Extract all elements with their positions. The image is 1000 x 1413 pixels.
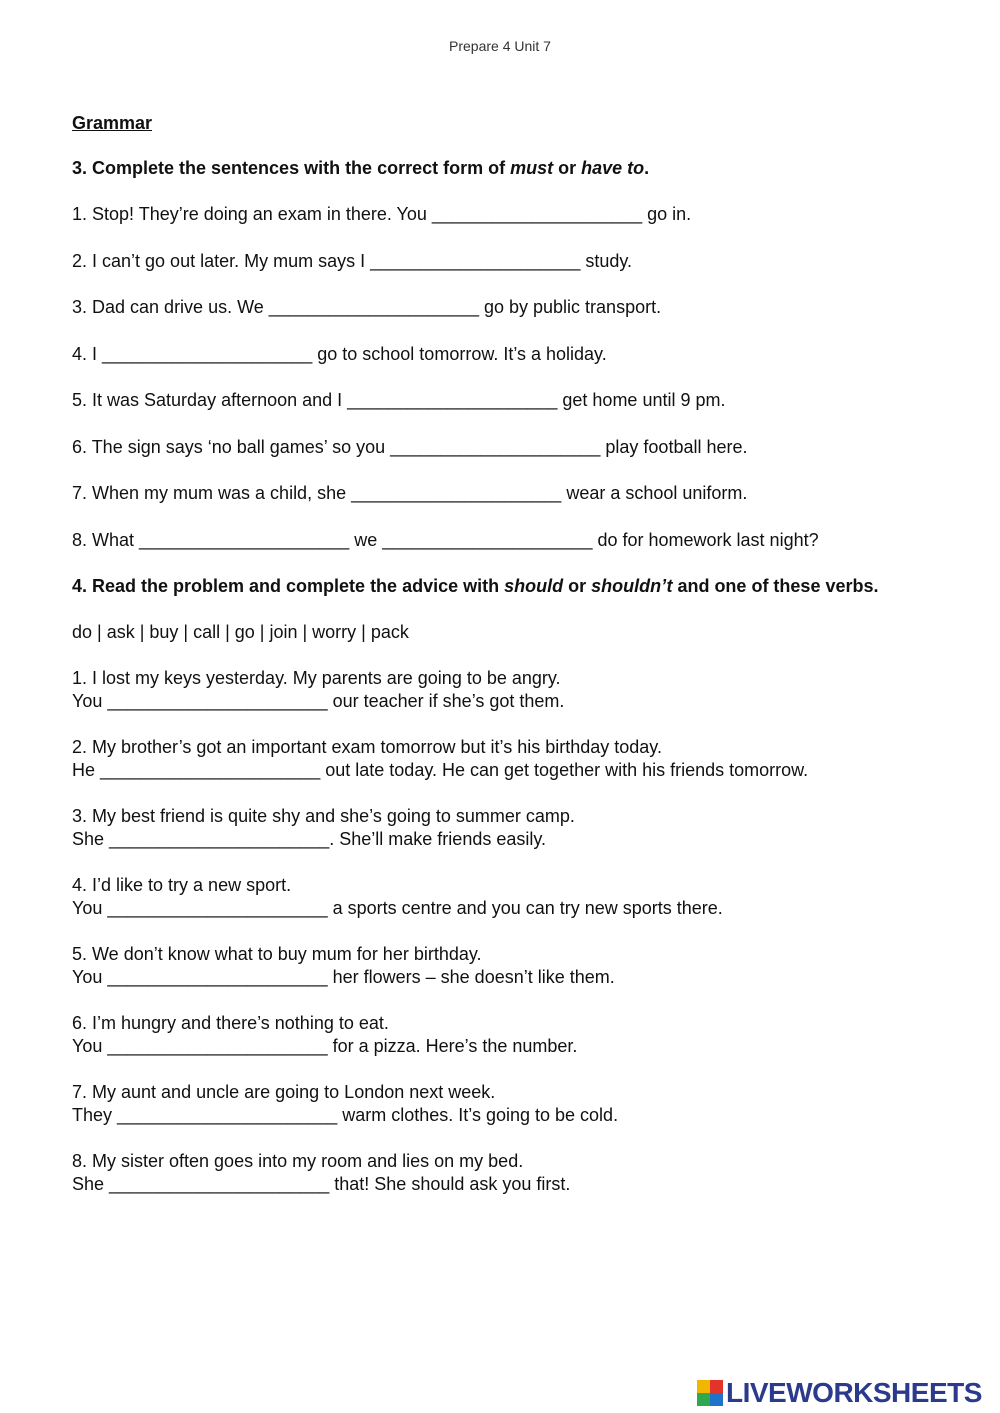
problem-text: 7. My aunt and uncle are going to London next week.: [72, 1082, 496, 1102]
instruction-text: or: [563, 576, 592, 596]
advice-text[interactable]: She ______________________. She’ll make friends easily.: [72, 829, 547, 849]
liveworksheets-logo-text: LIVEWORKSHEETS: [726, 1377, 982, 1408]
exercise-3-sentence-6[interactable]: 6. The sign says ‘no ball games’ so you _____________________ play football here.: [72, 436, 748, 457]
exercise-4-item-5: [72, 943, 932, 989]
exercise-4-item-4: [72, 874, 932, 920]
advice-text[interactable]: She ______________________ that! She should ask you first.: [72, 1174, 571, 1194]
problem-text: 3. My best friend is quite shy and she’s going to summer camp.: [72, 806, 575, 826]
exercise-4-item-3: [72, 805, 932, 851]
liveworksheets-logo: [697, 1378, 982, 1408]
logo-square-icon: [697, 1393, 710, 1406]
exercise-4: [72, 575, 932, 1196]
exercise-4-item-1: [72, 667, 932, 713]
advice-text[interactable]: You ______________________ a sports centre and you can try new sports there.: [72, 898, 723, 918]
logo-square-icon: [710, 1393, 723, 1406]
liveworksheets-logo-icon: [697, 1380, 723, 1406]
exercise-3: [72, 157, 932, 552]
exercise-4-instruction: [72, 575, 932, 598]
instruction-keyword-should: should: [504, 576, 564, 596]
instruction-text: or: [553, 158, 582, 178]
exercise-4-item-6: [72, 1012, 932, 1058]
exercise-3-sentence-4[interactable]: 4. I _____________________ go to school tomorrow. It’s a holiday.: [72, 343, 607, 364]
exercise-3-sentence-3[interactable]: 3. Dad can drive us. We _____________________ go by public transport.: [72, 297, 662, 317]
exercise-3-sentence-5[interactable]: 5. It was Saturday afternoon and I _____________________ get home until 9 pm.: [72, 390, 726, 410]
problem-text: 1. I lost my keys yesterday. My parents are going to be angry.: [72, 668, 561, 688]
problem-text: 8. My sister often goes into my room and lies on my bed.: [72, 1151, 524, 1171]
instruction-text: and one of these verbs.: [672, 576, 879, 596]
problem-text: 6. I’m hungry and there’s nothing to eat.: [72, 1013, 389, 1033]
instruction-text: 3. Complete the sentences with the correct form of: [72, 158, 511, 178]
problem-text: 2. My brother’s got an important exam tomorrow but it’s his birthday today.: [72, 737, 662, 757]
exercise-4-item-2: [72, 736, 932, 782]
advice-text[interactable]: You ______________________ for a pizza. Here’s the number.: [72, 1036, 578, 1056]
logo-square-icon: [697, 1380, 710, 1393]
section-title: Grammar: [72, 113, 153, 133]
exercise-3-sentence-2[interactable]: 2. I can’t go out later. My mum says I _____________________ study.: [72, 250, 633, 271]
exercise-3-sentence-1[interactable]: 1. Stop! They’re doing an exam in there. You _____________________ go in.: [72, 204, 692, 224]
exercise-3-sentence-7[interactable]: 7. When my mum was a child, she _____________________ wear a school uniform.: [72, 483, 748, 503]
instruction-text: 4. Read the problem and complete the advice with: [72, 576, 505, 596]
advice-text[interactable]: They ______________________ warm clothes. It’s going to be cold.: [72, 1105, 619, 1125]
exercise-3-sentence-8[interactable]: 8. What _____________________ we _____________________ do for homework last night?: [72, 529, 819, 550]
instruction-text: .: [644, 158, 650, 178]
problem-text: 5. We don’t know what to buy mum for her birthday.: [72, 944, 482, 964]
advice-text[interactable]: You ______________________ our teacher if she’s got them.: [72, 691, 565, 711]
instruction-keyword-shouldnt: shouldn’t: [591, 576, 673, 596]
exercise-4-item-8: [72, 1150, 932, 1196]
worksheet-content: [72, 112, 932, 1219]
advice-text[interactable]: You ______________________ her flowers – she doesn’t like them.: [72, 967, 615, 987]
verb-list: do | ask | buy | call | go | join | worry | pack: [72, 622, 409, 642]
exercise-4-item-7: [72, 1081, 932, 1127]
page-header: Prepare 4 Unit 7: [449, 38, 551, 54]
logo-square-icon: [710, 1380, 723, 1393]
instruction-keyword-have-to: have to: [581, 158, 645, 178]
problem-text: 4. I’d like to try a new sport.: [72, 875, 292, 895]
advice-text[interactable]: He ______________________ out late today. He can get together with his friends tomorrow.: [72, 760, 809, 780]
exercise-3-instruction: [72, 157, 932, 180]
instruction-keyword-must: must: [510, 158, 554, 178]
